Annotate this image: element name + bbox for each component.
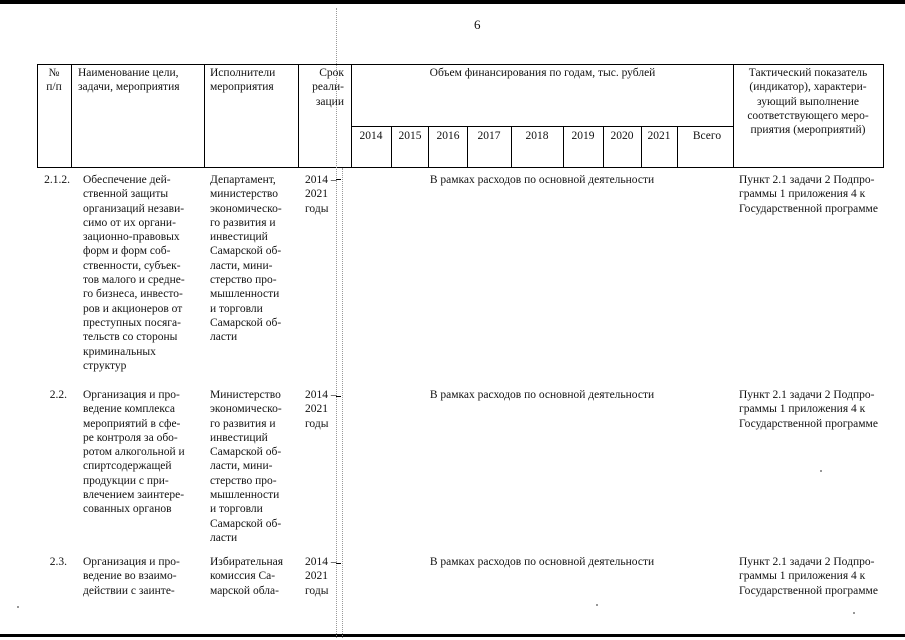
- row-indicator: Пункт 2.1 задачи 2 Подпро- граммы 1 приложения 4 к Государственной программе: [739, 174, 878, 215]
- row-num: 2.1.2.: [44, 174, 70, 186]
- top-border: [0, 0, 905, 4]
- row-num: 2.3.: [49, 556, 67, 568]
- row-funding: В рамках расходов по основной деятельности: [429, 174, 655, 186]
- year-2018: 2018: [525, 130, 549, 142]
- grid-line: [883, 64, 884, 168]
- year-separator: [511, 126, 512, 168]
- header-num: № п/п: [46, 67, 62, 94]
- year-2016: 2016: [436, 130, 460, 142]
- scan-speck: [853, 612, 855, 614]
- row-term: 2014 – 2021 годы: [305, 389, 337, 430]
- header-indicator: Тактический показатель (индикатор), характери- зующий выполнение соответствующего меро- приятия (мероприятий): [747, 67, 869, 137]
- year-2019: 2019: [571, 130, 595, 142]
- row-indicator: Пункт 2.1 задачи 2 Подпро- граммы 1 приложения 4 к Государственной программе: [739, 389, 878, 430]
- row-indicator: Пункт 2.1 задачи 2 Подпро- граммы 1 приложения 4 к Государственной программе: [739, 556, 878, 597]
- row-executors: Избирательная комиссия Са- марской обла-: [210, 556, 284, 597]
- year-2021: 2021: [647, 130, 671, 142]
- grid-line: [71, 64, 72, 168]
- bottom-border: [0, 634, 905, 637]
- row-executors: Министерство экономическо- го развития и инвестиций Самарской об- ласти, мини- стерство про- мышленности и торговли Самарской об- ласти: [210, 389, 282, 544]
- row-name: Организация и про- ведение во взаимо- действии с заинте-: [83, 556, 180, 597]
- row-term: 2014 – 2021 годы: [305, 174, 337, 215]
- year-2020: 2020: [610, 130, 634, 142]
- header-funding: Объем финансирования по годам, тыс. рублей: [429, 67, 656, 79]
- year-total: Всего: [692, 130, 722, 142]
- row-name: Обеспечение дей- ственной защиты организаций незави- симо от их органи- зационно-правовых форм и форм соб- ственности, субъек- тов малого и средне- го бизнеса, инвесто- ров и акционеров от преступных посяга- тельств со стороны криминальных структур: [83, 174, 185, 372]
- row-term: 2014 – 2021 годы: [305, 556, 337, 597]
- year-2015: 2015: [398, 130, 422, 142]
- header-name: Наименование цели, задачи, мероприятия: [78, 67, 180, 94]
- row-funding: В рамках расходов по основной деятельности: [429, 556, 655, 568]
- row-name: Организация и про- ведение комплекса мероприятий в сфе- ре контроля за обо- ротом алкогольной и спиртсодержащей продукции с при- влечением заинтере- сованных органов: [83, 389, 185, 516]
- page-number: 6: [474, 17, 481, 32]
- grid-line: [204, 64, 205, 168]
- scan-speck: [17, 606, 19, 608]
- header-term: Срок реали- зации: [312, 67, 344, 108]
- row-executors: Департамент, министерство экономическо- го развития и инвестиций Самарской об- ласти, мини- стерство про- мышленности и торговли Самарской об- ласти: [210, 174, 282, 344]
- year-2014: 2014: [359, 130, 383, 142]
- years-top-line: [351, 126, 733, 127]
- table-top-line: [37, 64, 883, 65]
- header-executors: Исполнители мероприятия: [210, 67, 276, 94]
- header-bottom-line: [37, 167, 883, 168]
- row-num: 2.2.: [49, 389, 67, 401]
- row-funding: В рамках расходов по основной деятельности: [429, 389, 655, 401]
- scan-speck: [820, 470, 822, 472]
- grid-line: [351, 64, 352, 168]
- year-2017: 2017: [477, 130, 501, 142]
- scan-speck: [596, 604, 598, 606]
